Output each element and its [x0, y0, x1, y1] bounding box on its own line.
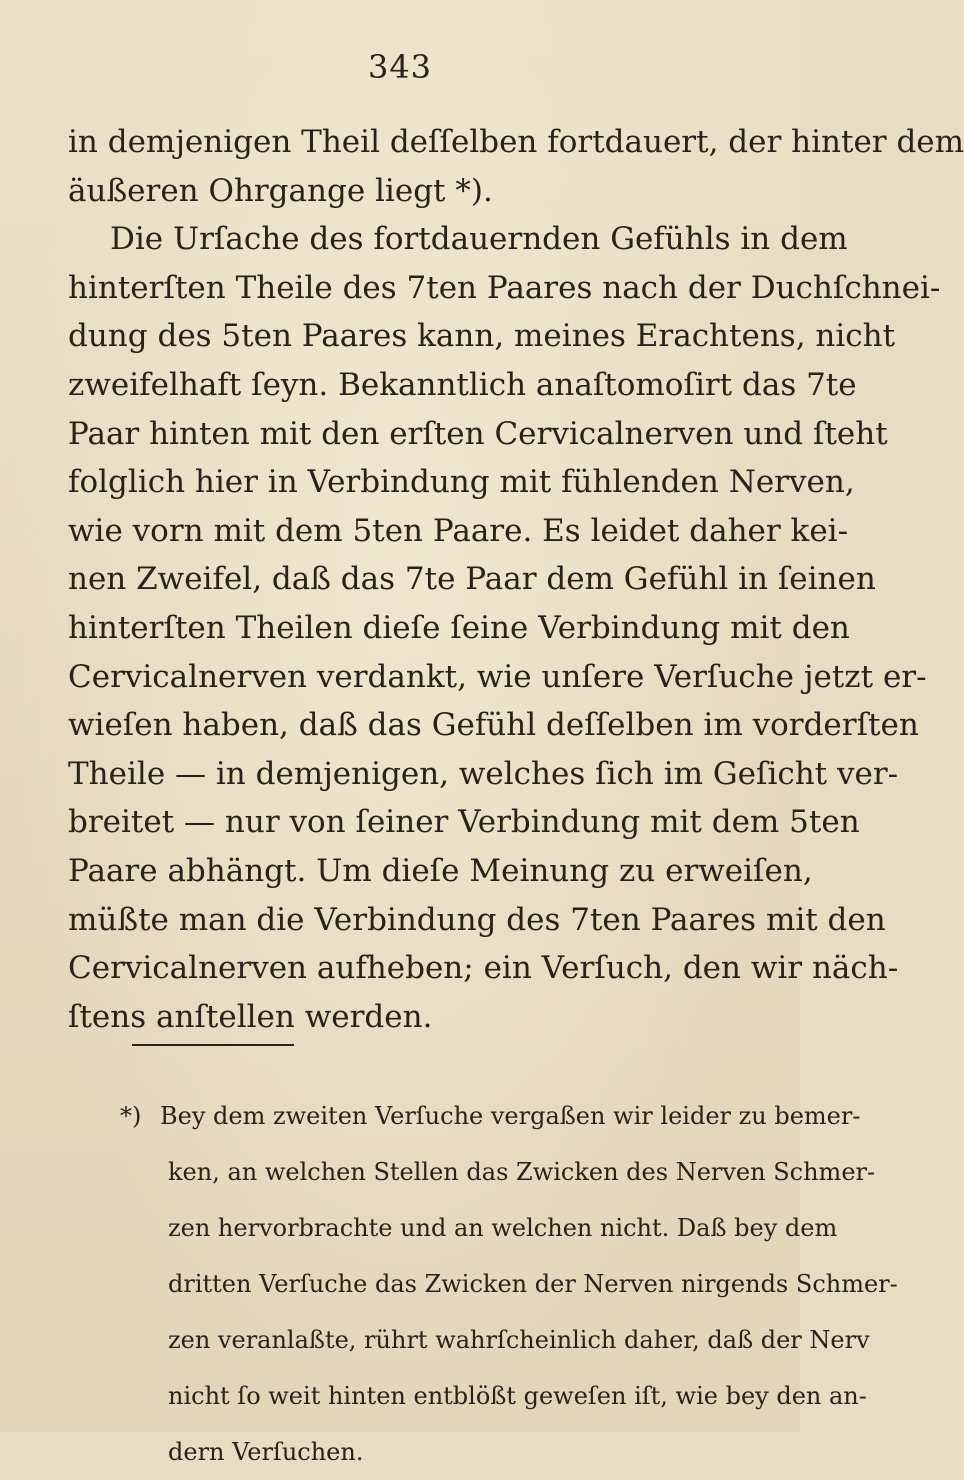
page-number: 343	[367, 48, 433, 86]
footnote-line: dern Verſuchen.	[168, 1438, 364, 1466]
text-line: Paar hinten mit den erſten Cervicalnerven und ſteht	[68, 415, 888, 452]
footnote-line: nicht ſo weit hinten entblößt geweſen iſt, wie bey den an-	[168, 1382, 867, 1410]
footnote-divider	[132, 1044, 294, 1046]
text-line: Theile — in demjenigen, welches ſich im Geſicht ver-	[68, 755, 899, 792]
text-line: hinterſten Theile des 7ten Paares nach der Duchſchnei-	[68, 269, 941, 306]
footnote-line: zen veranlaßte, rührt wahrſcheinlich daher, daß der Nerv	[168, 1326, 870, 1354]
text-line: breitet — nur von ſeiner Verbindung mit dem 5ten	[68, 804, 860, 841]
text-line: Die Urſache des fortdauernden Gefühls in dem	[110, 221, 848, 258]
text-line: nen Zweifel, daß das 7te Paar dem Gefühl in ſeinen	[68, 561, 876, 598]
footnote-line: dritten Verſuche das Zwicken der Nerven nirgends Schmer-	[168, 1270, 898, 1298]
text-line: folglich hier in Verbindung mit fühlenden Nerven,	[68, 464, 855, 501]
text-line: Cervicalnerven aufheben; ein Verſuch, den wir näch-	[68, 950, 899, 987]
text-line: müßte man die Verbindung des 7ten Paares mit den	[68, 901, 886, 938]
text-line: äußeren Ohrgange liegt *).	[68, 172, 493, 209]
footnote-marker: *)	[120, 1102, 142, 1130]
footnote-line: ken, an welchen Stellen das Zwicken des Nerven Schmer-	[168, 1158, 876, 1186]
text-line: Cervicalnerven verdankt, wie unſere Verſuche jetzt er-	[68, 658, 927, 695]
footnote-line: zen hervorbrachte und an welchen nicht. Daß bey dem	[168, 1214, 838, 1242]
text-line: Paare abhängt. Um dieſe Meinung zu erweiſen,	[68, 852, 813, 889]
text-line: wieſen haben, daß das Gefühl deſſelben im vorderſten	[68, 707, 919, 744]
text-line: in demjenigen Theil deſſelben fortdauert, der hinter dem	[68, 124, 964, 160]
text-line: ſtens anſtellen werden.	[68, 998, 433, 1035]
main-text	[68, 118, 964, 1041]
footnote-line-text: Bey dem zweiten Verſuche vergaßen wir leider zu bemer-	[160, 1102, 861, 1130]
text-line: zweifelhaft ſeyn. Bekanntlich anaſtomoſirt das 7te	[68, 366, 857, 403]
text-line: dung des 5ten Paares kann, meines Erachtens, nicht	[68, 318, 896, 355]
text-line: hinterſten Theilen dieſe ſeine Verbindung mit den	[68, 609, 850, 646]
text-line: wie vorn mit dem 5ten Paare. Es leidet daher kei-	[68, 512, 849, 549]
footnote-line	[120, 1088, 861, 1144]
footnote	[120, 1088, 898, 1480]
